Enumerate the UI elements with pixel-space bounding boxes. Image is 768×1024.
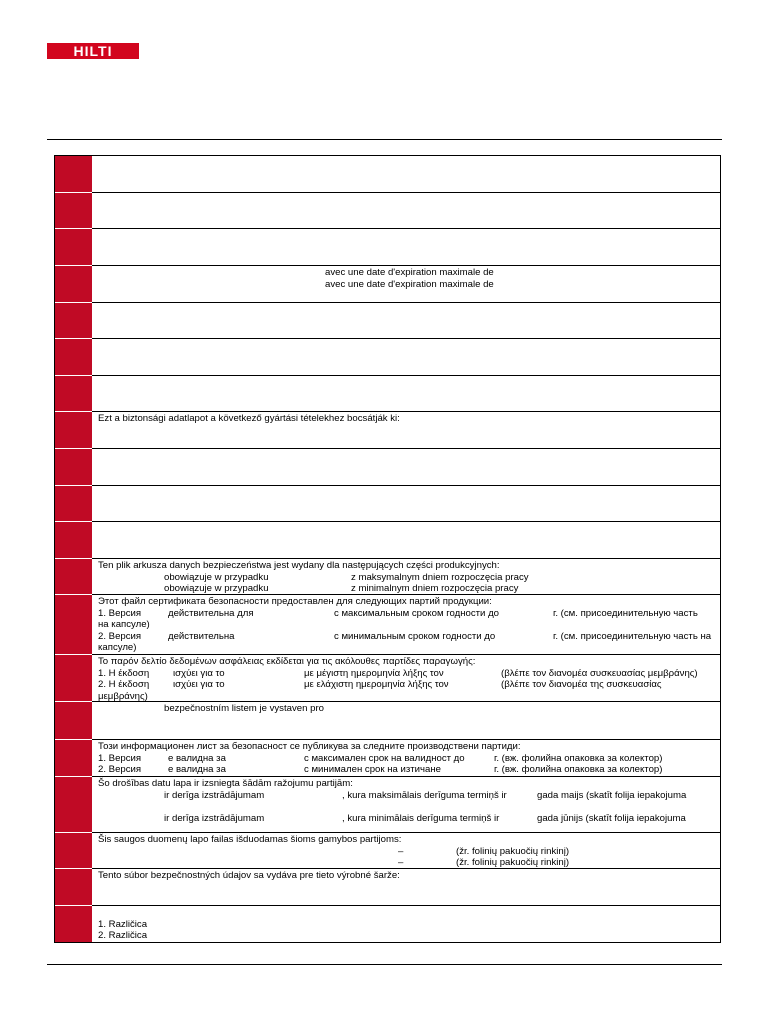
text-segment: Ten plik arkusza danych bezpieczeństwa jest wydany dla następujących części produkcyjnych: (98, 560, 500, 571)
text-segment: avec une date d'expiration maximale de (325, 278, 494, 290)
text-line (98, 703, 720, 715)
text-segment: ir derīga izstrādājumam (164, 789, 265, 801)
text-line (98, 790, 720, 802)
text-segment: avec une date d'expiration maximale de (325, 267, 494, 278)
text-segment: с минимальным сроком годности до (334, 630, 496, 642)
table-row (92, 448, 720, 485)
row-marker-separator (55, 776, 92, 777)
text-segment: действительна (168, 630, 235, 642)
text-segment: 2. Версия (98, 630, 142, 642)
text-line (98, 753, 720, 765)
text-segment: с максимальным сроком годности до (334, 607, 500, 619)
text-line (98, 691, 720, 701)
table-row (92, 776, 720, 832)
text-segment: 2. Η έκδοση (98, 679, 150, 691)
text-segment: на капсуле) (98, 619, 150, 631)
table-row (92, 701, 720, 739)
text-line (98, 267, 720, 279)
text-segment: 2. Версия (98, 764, 142, 776)
text-line (98, 608, 720, 620)
text-line (98, 764, 720, 776)
text-segment: г. (см. присоединительную часть (553, 607, 698, 619)
batch-info-table (54, 155, 721, 943)
text-segment: е валидна за (168, 752, 226, 764)
text-line (98, 560, 720, 572)
table-row (92, 192, 720, 228)
table-row (92, 302, 720, 338)
text-line (98, 583, 720, 594)
row-marker-separator (55, 485, 92, 486)
text-line (98, 834, 720, 846)
row-marker-separator (55, 701, 92, 702)
text-segment: капсуле) (98, 642, 137, 654)
text-segment: bezpečnostním listem je vystaven pro (164, 703, 324, 714)
text-segment: (βλέπε τον διανομέα της συσκευασίας (501, 679, 662, 691)
text-segment: (βλέπε τον διανομέα συσκευασίας μεμβράνης) (501, 667, 698, 679)
table-row (92, 594, 720, 654)
text-segment: 1. Različica (98, 918, 148, 930)
table-row (92, 156, 720, 192)
row-marker-separator (55, 832, 92, 833)
row-marker-separator (55, 375, 92, 376)
text-segment: действительна для (168, 607, 254, 619)
row-marker-separator (55, 868, 92, 869)
text-segment: Този информационен лист за безопасност се публикува за следните производствени партиди: (98, 741, 521, 752)
text-segment: z maksymalnym dniem rozpoczęcia pracy (351, 571, 529, 583)
text-segment: г. (см. присоединительную часть на (553, 630, 712, 642)
text-line (98, 642, 720, 654)
table-row (92, 338, 720, 375)
text-segment: – (398, 857, 404, 868)
row-marker-separator (55, 265, 92, 266)
text-segment: с минимален срок на изтичане (304, 764, 442, 776)
text-line (98, 813, 720, 825)
row-marker-separator (55, 411, 92, 412)
row-marker-separator (55, 448, 92, 449)
table-row (92, 739, 720, 776)
table-row (92, 228, 720, 265)
text-segment: με ελάχιστη ημερομηνία λήξης τον (304, 679, 449, 691)
text-segment: (žr. folinių pakuočių rinkinį) (456, 857, 570, 868)
text-line (98, 596, 720, 608)
text-line (98, 668, 720, 680)
text-line (98, 619, 720, 631)
row-marker-separator (55, 302, 92, 303)
text-segment: , kura maksimālais derīguma termiņš ir (342, 789, 507, 801)
text-segment: Tento súbor bezpečnostných údajov sa vydáva pre tieto výrobné šarže: (98, 870, 400, 881)
footer-divider (47, 964, 722, 965)
text-line (98, 857, 720, 868)
text-segment: ισχύει για το (173, 679, 225, 691)
text-segment: 1. Версия (98, 607, 142, 619)
text-segment: Этот файл сертификата безопасности предоставлен для следующих партий продукции: (98, 596, 492, 607)
text-segment: (žr. folinių pakuočių rinkinį) (456, 845, 570, 857)
text-line (98, 846, 720, 858)
table-row (92, 558, 720, 594)
table-row (92, 832, 720, 868)
row-marker-separator (55, 558, 92, 559)
row-marker-column (55, 156, 92, 942)
table-row (92, 521, 720, 558)
text-segment: е валидна за (168, 764, 226, 776)
text-line (98, 656, 720, 668)
text-segment: – (398, 845, 404, 857)
text-segment: gada jūnijs (skatīt folija iepakojuma (537, 812, 686, 824)
text-line (98, 631, 720, 643)
text-line (98, 930, 720, 942)
text-line (98, 679, 720, 691)
text-segment: г. (вж. фолийна опаковка за колектор) (494, 752, 663, 764)
row-marker-separator (55, 192, 92, 193)
text-segment: obowiązuje w przypadku (164, 583, 269, 594)
text-segment: Šis saugos duomenų lapo failas išduodamas šioms gamybos partijoms: (98, 834, 402, 845)
text-segment: с максимален срок на валидност до (304, 752, 465, 764)
table-row (92, 485, 720, 521)
text-segment: z minimalnym dniem rozpoczęcia pracy (351, 583, 519, 594)
table-row (92, 265, 720, 302)
text-line (98, 741, 720, 753)
text-line (98, 919, 720, 931)
text-segment: г. (вж. фолийна опаковка за колектор) (494, 764, 663, 776)
row-marker-separator (55, 654, 92, 655)
row-marker-separator (55, 338, 92, 339)
header-divider (47, 139, 722, 140)
table-row (92, 411, 720, 448)
row-marker-separator (55, 228, 92, 229)
text-segment: 1. Версия (98, 752, 142, 764)
text-segment: Šo drošības datu lapa ir izsniegta šādām ražojumu partijām: (98, 778, 353, 789)
hilti-logo (47, 43, 139, 59)
text-segment: ισχύει για το (173, 667, 225, 679)
text-segment: με μέγιστη ημερομηνία λήξης τον (304, 667, 444, 679)
text-segment: μεμβράνης) (98, 690, 148, 701)
logo-text: HILTI (73, 43, 113, 59)
text-segment: ir derīga izstrādājumam (164, 812, 265, 824)
row-marker-separator (55, 521, 92, 522)
table-row (92, 375, 720, 411)
text-segment: gada maijs (skatīt folija iepakojuma (537, 789, 687, 801)
text-line (98, 801, 720, 813)
text-segment: , kura minimālais derīguma termiņš ir (342, 812, 500, 824)
table-row (92, 868, 720, 905)
text-segment: Ezt a biztonsági adatlapot a következő gyártási tételekhez bocsátják ki: (98, 413, 400, 424)
table-row (92, 654, 720, 701)
text-line (98, 778, 720, 790)
table-row (92, 905, 720, 942)
text-line (98, 572, 720, 584)
text-segment: Το παρόν δελτίο δεδομένων ασφάλειας εκδίδεται για τις ακόλουθες παρτίδες παραγωγής: (98, 656, 476, 667)
row-marker-separator (55, 905, 92, 906)
text-line (98, 413, 720, 425)
text-segment: 2. Različica (98, 930, 148, 942)
text-line (98, 870, 720, 882)
text-segment: obowiązuje w przypadku (164, 571, 269, 583)
row-marker-separator (55, 594, 92, 595)
text-line (98, 907, 720, 919)
row-marker-separator (55, 739, 92, 740)
text-line (98, 279, 720, 291)
text-segment: 1. Η έκδοση (98, 667, 150, 679)
